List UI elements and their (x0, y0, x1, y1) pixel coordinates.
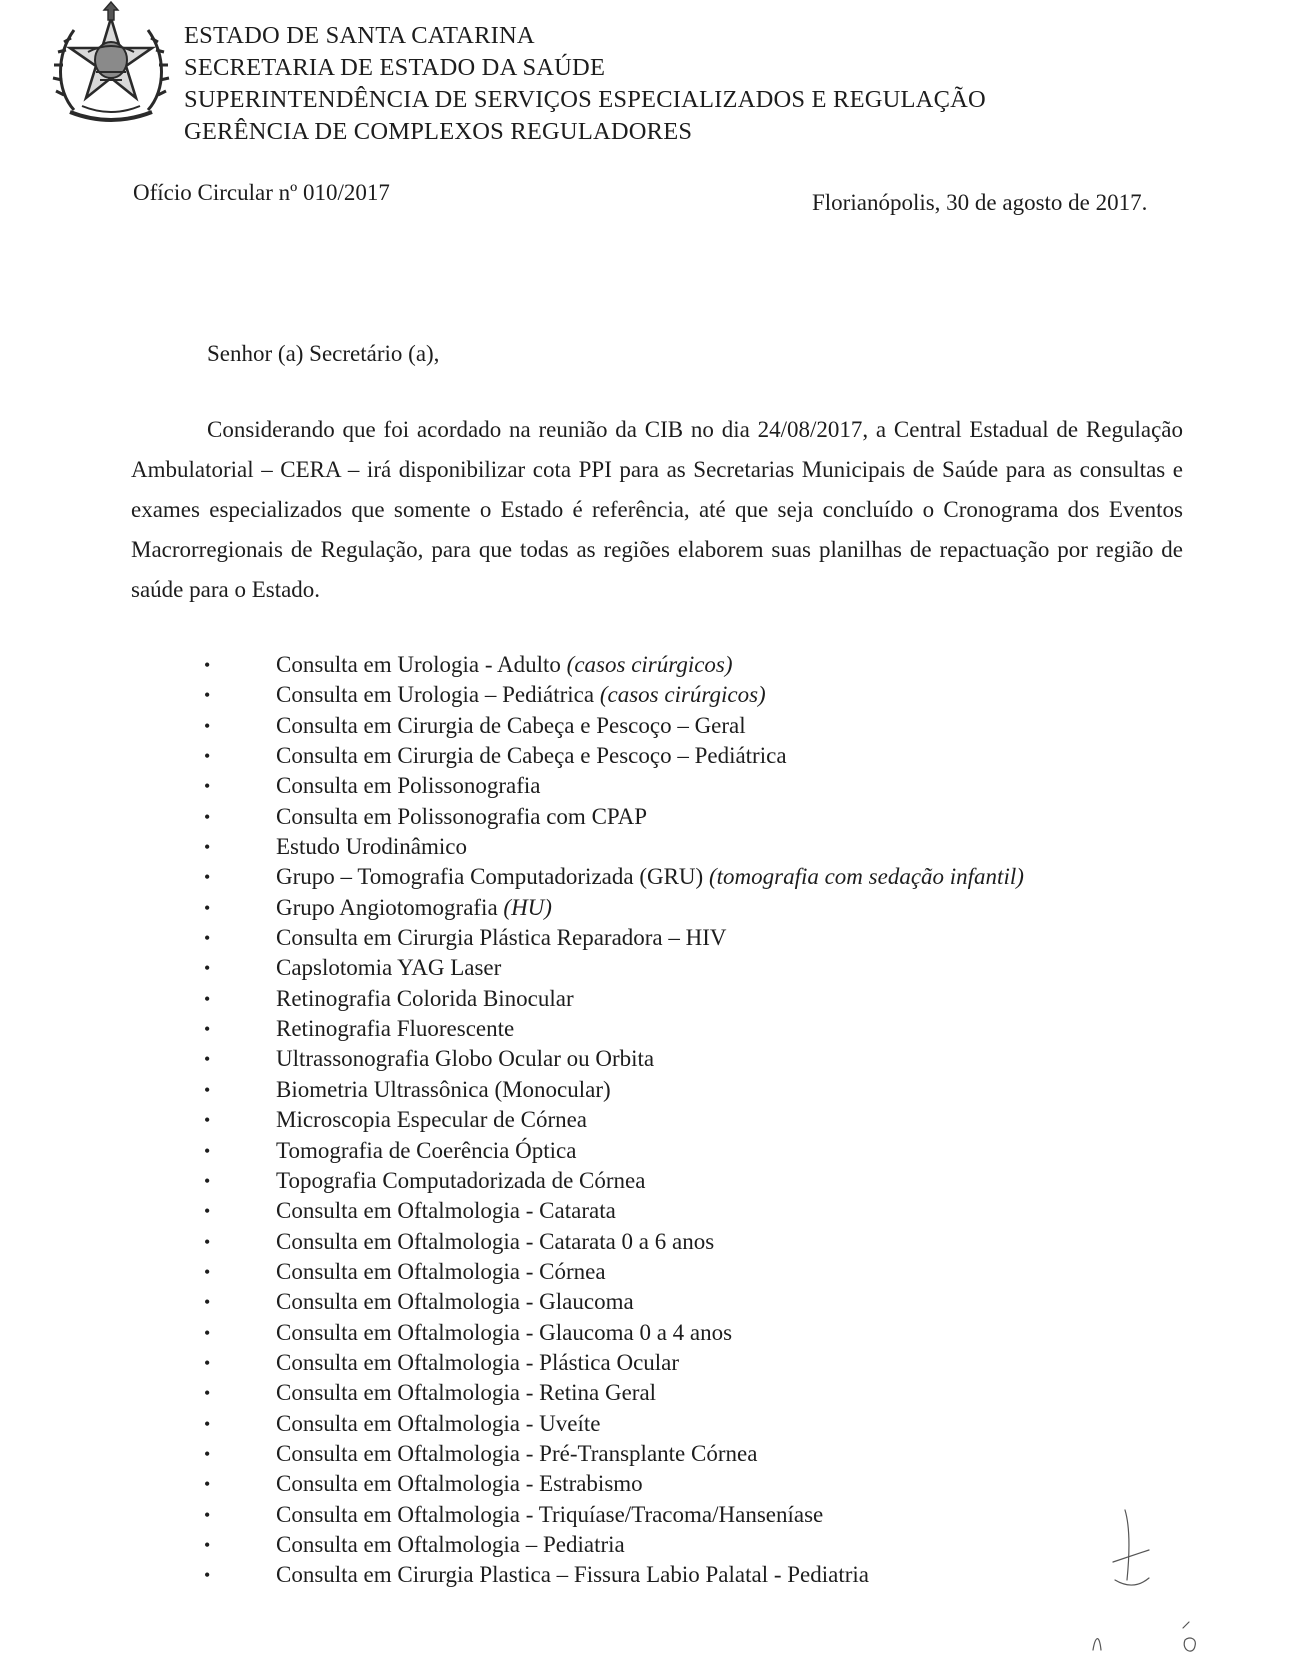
bullet-icon: • (204, 897, 211, 918)
list-item-text: Tomografia de Coerência Óptica (276, 1137, 577, 1163)
list-item-text: Topografia Computadorizada de Córnea (276, 1167, 646, 1193)
bullet-icon: • (204, 1170, 211, 1191)
bullet-icon: • (204, 1261, 211, 1282)
salutation: Senhor (a) Secretário (a), (207, 341, 440, 366)
place-and-date: Florianópolis, 30 de agosto de 2017. (812, 190, 1148, 215)
list-item (200, 771, 1024, 801)
bullet-icon: • (204, 1504, 211, 1525)
bullet-icon: • (204, 1565, 211, 1586)
list-item-text: Microscopia Especular de Córnea (276, 1107, 588, 1133)
list-item (200, 1378, 1024, 1408)
list-item-note: (tomografia com sedação infantil) (708, 864, 1024, 890)
bullet-icon: • (204, 928, 211, 949)
list-item (200, 1469, 1024, 1499)
list-item (200, 1105, 1024, 1135)
list-item (200, 893, 1024, 923)
list-item-text: Consulta em Oftalmologia - Glaucoma 0 a 4 anos (276, 1319, 733, 1345)
bullet-icon: • (204, 1534, 211, 1555)
list-item (200, 1560, 1024, 1590)
list-item-text: Consulta em Polissonografia com CPAP (276, 803, 647, 829)
list-item (200, 1014, 1024, 1044)
list-item-text: Consulta em Oftalmologia - Córnea (276, 1258, 606, 1284)
list-item (200, 680, 1024, 710)
list-item-text: Consulta em Oftalmologia - Glaucoma (276, 1289, 634, 1315)
list-item-text: Consulta em Oftalmologia - Triquíase/Tracoma/Hanseníase (276, 1501, 824, 1527)
letterhead-secretariat: SECRETARIA DE ESTADO DA SAÚDE (184, 54, 606, 81)
bullet-icon: • (204, 1079, 211, 1100)
list-item-text: Consulta em Cirurgia de Cabeça e Pescoço – Pediátrica (276, 743, 787, 769)
list-item (200, 984, 1024, 1014)
list-item (200, 1530, 1024, 1560)
list-item (200, 1136, 1024, 1166)
list-item (200, 741, 1024, 771)
list-item (200, 1348, 1024, 1378)
list-item (200, 1409, 1024, 1439)
list-item-text: Grupo Angiotomografia (276, 894, 504, 920)
list-item-text: Estudo Urodinâmico (276, 834, 467, 860)
bullet-icon: • (204, 988, 211, 1009)
list-item (200, 832, 1024, 862)
bullet-icon: • (204, 1231, 211, 1252)
list-item (200, 1439, 1024, 1469)
list-item (200, 1075, 1024, 1105)
list-item-text: Biometria Ultrassônica (Monocular) (276, 1076, 611, 1102)
letterhead-management: GERÊNCIA DE COMPLEXOS REGULADORES (184, 118, 693, 145)
bullet-icon: • (204, 1352, 211, 1373)
list-item (200, 1318, 1024, 1348)
bullet-icon: • (204, 655, 211, 675)
list-item (200, 1500, 1024, 1530)
list-item (200, 862, 1024, 892)
bullet-icon: • (204, 806, 211, 827)
list-item (200, 1196, 1024, 1226)
bullet-icon: • (204, 867, 211, 888)
list-item-text: Grupo – Tomografia Computadorizada (GRU) (276, 864, 709, 890)
coat-of-arms-icon (52, 0, 170, 128)
list-item (200, 953, 1024, 983)
list-item-text: Consulta em Polissonografia (276, 773, 541, 799)
list-item-text: Consulta em Cirurgia de Cabeça e Pescoço – Geral (276, 712, 746, 738)
list-item (200, 650, 1024, 680)
letterhead-superintendence: SUPERINTENDÊNCIA DE SERVIÇOS ESPECIALIZADOS E REGULAÇÃO (184, 86, 986, 113)
bullet-icon: • (204, 746, 211, 767)
list-item-note: (casos cirúrgicos) (566, 652, 733, 677)
bullet-icon: • (204, 1383, 211, 1404)
list-item (200, 802, 1024, 832)
letterhead (184, 20, 986, 148)
bullet-icon: • (204, 1049, 211, 1070)
bullet-icon: • (204, 685, 211, 706)
procedure-list (200, 650, 1024, 1591)
list-item-text: Consulta em Oftalmologia - Uveíte (276, 1410, 601, 1436)
body-paragraph: Considerando que foi acordado na reunião da CIB no dia 24/08/2017, a Central Estadual de Regulação Ambulatorial – CERA – irá disponibilizar cota PPI para as Secretarias Municipais de Saúde para as consultas e exames especializados que somente o Estado é referência, até que seja concluído o Cronograma dos Eventos Macrorregionais de Regulação, para que todas as regiões elaborem suas planilhas de repactuação por região de saúde para o Estado. (131, 417, 1183, 602)
bullet-icon: • (204, 958, 211, 979)
list-item-text: Consulta em Oftalmologia - Estrabismo (276, 1471, 643, 1497)
bullet-icon: • (204, 1019, 211, 1040)
list-item (200, 711, 1024, 741)
bullet-icon: • (204, 1322, 211, 1343)
bullet-icon: • (204, 1474, 211, 1495)
list-item (200, 1287, 1024, 1317)
handwritten-initials (1085, 1500, 1205, 1660)
bullet-icon: • (204, 1292, 211, 1313)
list-item (200, 923, 1024, 953)
list-item (200, 1166, 1024, 1196)
bullet-icon: • (204, 1413, 211, 1434)
list-item-text: Consulta em Oftalmologia - Pré-Transplante Córnea (276, 1440, 758, 1466)
list-item-text: Retinografia Fluorescente (276, 1016, 515, 1042)
list-item-text: Consulta em Oftalmologia - Retina Geral (276, 1380, 657, 1406)
bullet-icon: • (204, 1443, 211, 1464)
list-item-text: Retinografia Colorida Binocular (276, 985, 574, 1011)
list-item-text: Consulta em Urologia - Adulto (276, 652, 567, 677)
bullet-icon: • (204, 776, 211, 797)
list-item-text: Ultrassonografia Globo Ocular ou Orbita (276, 1046, 655, 1072)
list-item-text: Consulta em Oftalmologia - Catarata 0 a 6 anos (276, 1228, 715, 1254)
bullet-icon: • (204, 1110, 211, 1131)
list-item-text: Consulta em Cirurgia Plástica Reparadora – HIV (276, 925, 727, 951)
list-item-note: (casos cirúrgicos) (599, 682, 766, 708)
document-reference: Ofício Circular nº 010/2017 (133, 180, 390, 205)
bullet-icon: • (204, 837, 211, 858)
list-item-text: Consulta em Cirurgia Plastica – Fissura Labio Palatal - Pediatria (276, 1562, 869, 1588)
bullet-icon: • (204, 1140, 211, 1161)
list-item-note: (HU) (503, 894, 552, 920)
bullet-icon: • (204, 1201, 211, 1222)
list-item (200, 1227, 1024, 1257)
list-item (200, 1044, 1024, 1074)
list-item-text: Consulta em Oftalmologia – Pediatria (276, 1531, 625, 1557)
letterhead-state: ESTADO DE SANTA CATARINA (184, 22, 535, 49)
list-item-text: Consulta em Oftalmologia - Catarata (276, 1198, 616, 1224)
list-item-text: Capslotomia YAG Laser (276, 955, 502, 981)
list-item-text: Consulta em Oftalmologia - Plástica Ocular (276, 1349, 680, 1375)
list-item (200, 1257, 1024, 1287)
bullet-icon: • (204, 715, 211, 736)
list-item-text: Consulta em Urologia – Pediátrica (276, 682, 600, 708)
